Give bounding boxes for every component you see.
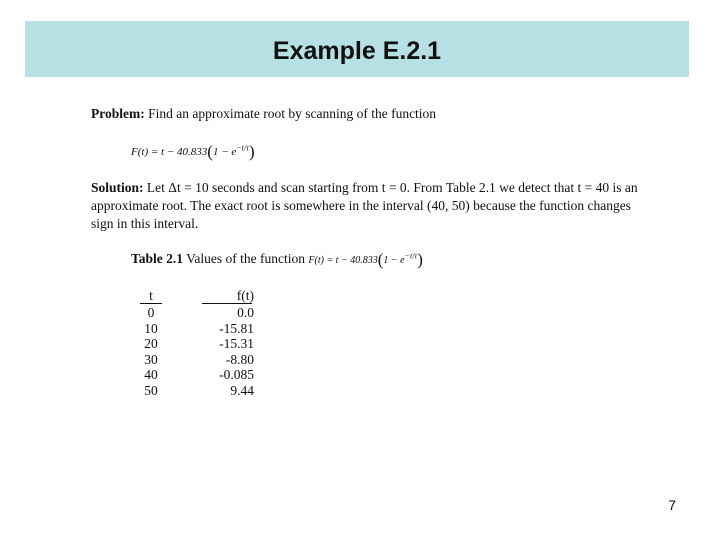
table-cell-f: -0.085 <box>219 367 254 382</box>
table-cell-t: 0 <box>147 305 155 320</box>
problem-formula: $F(t) = t - 40.833(1 - e^{-t/\tau})$ <box>131 142 255 161</box>
table-cell-t: 10 <box>144 320 158 336</box>
table-cell-f: -15.81 <box>219 320 254 336</box>
table-cell-t: 30 <box>144 351 158 367</box>
table-caption <box>131 250 423 270</box>
table-cell-f: 9.44 <box>230 382 254 398</box>
table-header-ft: f(t) <box>236 288 254 303</box>
solution-label: Solution: <box>91 180 144 195</box>
page-number: 7 <box>668 497 676 513</box>
table-cell-f: -8.80 <box>225 351 254 367</box>
formula-sup: −t/τ <box>236 143 249 153</box>
problem-text: Find an approximate root by scanning of the function <box>148 106 437 121</box>
formula-exp: 1 − e <box>212 146 237 158</box>
solution-line-2: approximate root. The exact root is somewhere in the interval (40, 50) because the function changes <box>91 198 631 213</box>
solution-line-3: sign in this interval. <box>91 216 199 231</box>
table-formula-sup: −t/τ <box>404 251 418 261</box>
table-cell-f: -15.31 <box>219 336 254 351</box>
formula-lhs: F(t) = t − 40.833 <box>131 146 208 158</box>
slide-title: Example E.2.1 <box>272 37 442 65</box>
table-cell-t: 40 <box>144 367 158 382</box>
solution-line-1 <box>91 180 638 196</box>
table-cell-f: 0.0 <box>237 305 254 320</box>
problem-label: Problem: <box>91 106 145 121</box>
problem-line <box>91 106 436 122</box>
table-caption-label: Table 2.1 <box>131 251 184 266</box>
table-header-t: t <box>149 288 153 303</box>
header-underline-t <box>140 303 162 304</box>
table-formula-lhs: F(t) = t − 40.833 <box>308 255 378 266</box>
table-cell-t: 50 <box>144 382 158 398</box>
table-formula: $F(t) = t - 40.833(1 - e^{-t/\tau})$ <box>308 250 423 269</box>
table-formula-exp: 1 − e <box>383 255 405 266</box>
table-caption-text: Values of the function <box>186 251 306 266</box>
solution-text-1: Let Δt = 10 seconds and scan starting from t = 0. From Table 2.1 we detect that t = 40 is an <box>146 180 638 195</box>
table-cell-t: 20 <box>144 336 158 351</box>
header-underline-ft <box>202 303 252 304</box>
